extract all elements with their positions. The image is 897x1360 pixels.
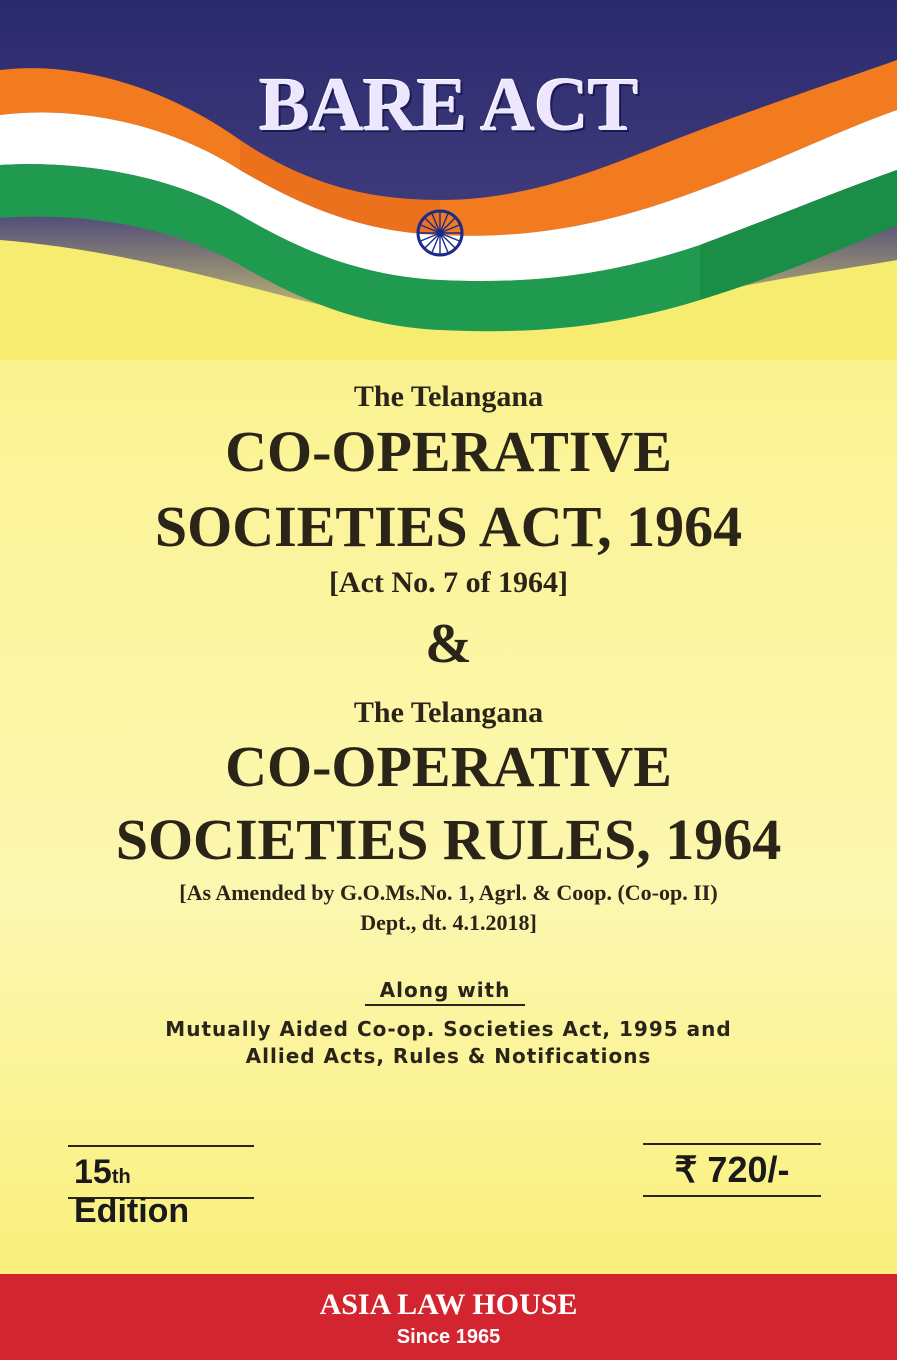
edition-word: Edition [74,1192,190,1230]
price: ₹ 720/- [674,1149,790,1190]
edition-badge [68,1145,254,1230]
along-with-label: Along with [365,978,525,1006]
publisher-name: ASIA LAW HOUSE [319,1288,578,1321]
flag-banner [0,0,897,360]
edition-number: 15 [74,1153,112,1191]
rules-title-line2: SOCIETIES RULES, 1964 [115,807,782,872]
tricolor-ribbon [0,0,897,360]
edition-suffix: th [111,1166,131,1188]
act-state-label: The Telangana [353,380,544,413]
rules-title-line1: CO-OPERATIVE [225,734,672,799]
amendment-line1: [As Amended by G.O.Ms.No. 1, Agrl. & Coop. (Co-op. II) [179,880,718,905]
ashoka-chakra-icon [418,211,462,255]
edition-text [74,1153,254,1231]
act-title-line2: SOCIETIES ACT, 1964 [154,494,743,559]
publisher-band [0,1274,897,1360]
along-with-line2: Allied Acts, Rules & Notifications [245,1044,652,1068]
along-with-line1: Mutually Aided Co-op. Societies Act, 1995 and [165,1017,732,1041]
ampersand: & [425,613,472,675]
act-number: [Act No. 7 of 1964] [328,566,569,599]
series-title: BARE ACT [259,63,638,147]
publisher-since: Since 1965 [396,1326,501,1348]
rules-state-label: The Telangana [353,696,544,729]
amendment-line2: Dept., dt. 4.1.2018] [360,910,537,935]
act-title-line1: CO-OPERATIVE [225,419,672,484]
price-badge [643,1143,821,1197]
